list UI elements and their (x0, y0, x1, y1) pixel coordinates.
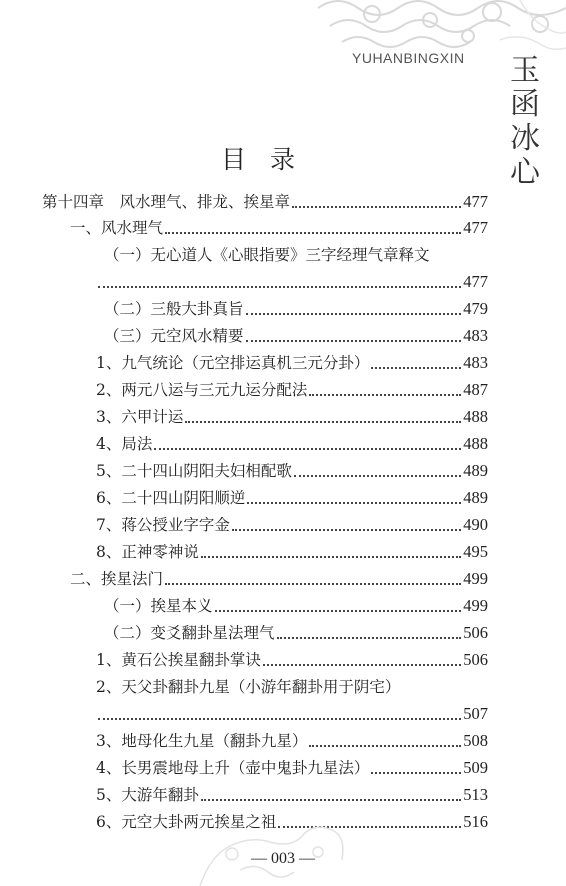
toc-entry-title: 4、长男震地母上升（壶中鬼卦九星法） (96, 759, 370, 777)
series-char: 心 (510, 155, 540, 190)
toc-entry[interactable] (96, 349, 488, 373)
toc-entry[interactable] (96, 727, 488, 751)
toc-entry[interactable] (96, 430, 488, 454)
page-title: 目录 (220, 145, 319, 174)
toc-entry-title: （一）挨星本义 (104, 597, 213, 615)
toc-entry[interactable] (96, 376, 488, 400)
dot-leader (98, 285, 461, 288)
dot-leader (371, 771, 461, 774)
toc-entry-title: 4、局法 (96, 435, 153, 453)
toc-entry-page: 477 (463, 192, 488, 211)
toc-entry-title: 一、风水理气 (70, 219, 164, 237)
dot-leader (309, 744, 461, 747)
series-name-en: YUHANBINGXIN (352, 50, 465, 66)
dot-leader (165, 582, 461, 585)
dot-leader (185, 420, 461, 423)
toc-entry-page: 479 (463, 299, 488, 318)
toc-entry[interactable] (70, 214, 488, 238)
dot-leader (309, 393, 461, 396)
toc-entry[interactable] (96, 457, 488, 481)
toc-entry-page: 490 (463, 515, 488, 534)
toc-entry-page: 509 (463, 758, 488, 777)
toc-entry-page: 499 (463, 596, 488, 615)
series-char: 冰 (510, 121, 540, 156)
dot-leader (247, 501, 461, 504)
toc-entry[interactable] (42, 188, 488, 212)
toc-entry-title: 1、九气统论（元空排运真机三元分卦） (96, 354, 370, 372)
toc-entry-page: 499 (463, 569, 488, 588)
toc-entry-title: 3、六甲计运 (96, 408, 184, 426)
dot-leader (246, 312, 462, 315)
toc-entry-title: 5、大游年翻卦 (96, 786, 199, 804)
toc-entry[interactable] (96, 754, 488, 778)
toc-entry-page: 506 (463, 623, 488, 642)
toc-entry-page: 488 (463, 407, 488, 426)
series-char: 函 (510, 87, 540, 122)
dot-leader (232, 528, 461, 531)
series-char: 玉 (510, 53, 540, 88)
dot-leader (277, 636, 462, 639)
toc-entry-title: 1、黄石公挨星翻卦掌诀 (96, 651, 261, 669)
toc-entry-page: 489 (463, 488, 488, 507)
toc-entry-page: 477 (463, 272, 488, 291)
toc-entry-page: 513 (463, 785, 488, 804)
toc-entry[interactable] (96, 700, 488, 724)
dot-leader (278, 825, 461, 828)
dot-leader (201, 555, 461, 558)
toc-entry[interactable] (96, 538, 488, 562)
toc-entry-title: 7、蒋公授业字字金 (96, 516, 230, 534)
toc-entry-page: 495 (463, 542, 488, 561)
toc-entry[interactable] (96, 646, 488, 670)
toc-entry-title: 2、两元八运与三元九运分配法 (96, 381, 308, 399)
toc-entry-title: 5、二十四山阴阳夫妇相配歌 (96, 462, 292, 480)
toc-entry[interactable] (70, 565, 488, 589)
toc-entry-page: 508 (463, 731, 488, 750)
toc-entry-page: 506 (463, 650, 488, 669)
toc-entry[interactable] (104, 241, 488, 265)
toc-entry[interactable] (104, 322, 488, 346)
page-number: — 003 — (251, 850, 315, 867)
toc-entry-title: 6、二十四山阴阳顺逆 (96, 489, 246, 507)
dot-leader (165, 231, 461, 234)
toc-entry[interactable] (104, 295, 488, 319)
toc-entry-title: 2、天父卦翻卦九星（小游年翻卦用于阴宅） (96, 678, 401, 696)
toc-entry[interactable] (96, 673, 488, 697)
dot-leader (294, 474, 461, 477)
toc-entry-title: 第十四章 风水理气、排龙、挨星章 (42, 193, 291, 211)
toc-entry-title: 6、元空大卦两元挨星之祖 (96, 813, 277, 831)
dot-leader (371, 366, 461, 369)
toc-entry-page: 477 (463, 218, 488, 237)
toc-entry-page: 489 (463, 461, 488, 480)
toc-entry[interactable] (96, 781, 488, 805)
dot-leader (154, 447, 461, 450)
toc-entry-page: 487 (463, 380, 488, 399)
toc-entry-title: 3、地母化生九星（翻卦九星） (96, 732, 308, 750)
dot-leader (215, 609, 462, 612)
toc-entry[interactable] (96, 511, 488, 535)
toc-entry-title: （二）三般大卦真旨 (104, 300, 244, 318)
toc-entry[interactable] (104, 619, 488, 643)
toc-entry-title: （二）变爻翻卦星法理气 (104, 624, 275, 642)
toc-entry[interactable] (96, 268, 488, 292)
toc-entry-page: 483 (463, 326, 488, 345)
toc-entry-title: （三）元空风水精要 (104, 327, 244, 345)
dot-leader (292, 205, 461, 208)
dot-leader (98, 717, 461, 720)
toc-entry[interactable] (96, 484, 488, 508)
toc-entry-title: （一）无心道人《心眼指要》三字经理气章释文 (104, 246, 430, 264)
toc-entry-page: 483 (463, 353, 488, 372)
toc-entry[interactable] (104, 592, 488, 616)
toc-entry[interactable] (96, 808, 488, 832)
dot-leader (201, 798, 461, 801)
toc-entry-page: 507 (463, 704, 488, 723)
toc-entry-page: 516 (463, 812, 488, 831)
dot-leader (263, 663, 461, 666)
toc-entry-title: 8、正神零神说 (96, 543, 199, 561)
toc-entry-page: 488 (463, 434, 488, 453)
toc-entry[interactable] (96, 403, 488, 427)
dot-leader (246, 339, 462, 342)
toc-entry-title: 二、挨星法门 (70, 570, 164, 588)
